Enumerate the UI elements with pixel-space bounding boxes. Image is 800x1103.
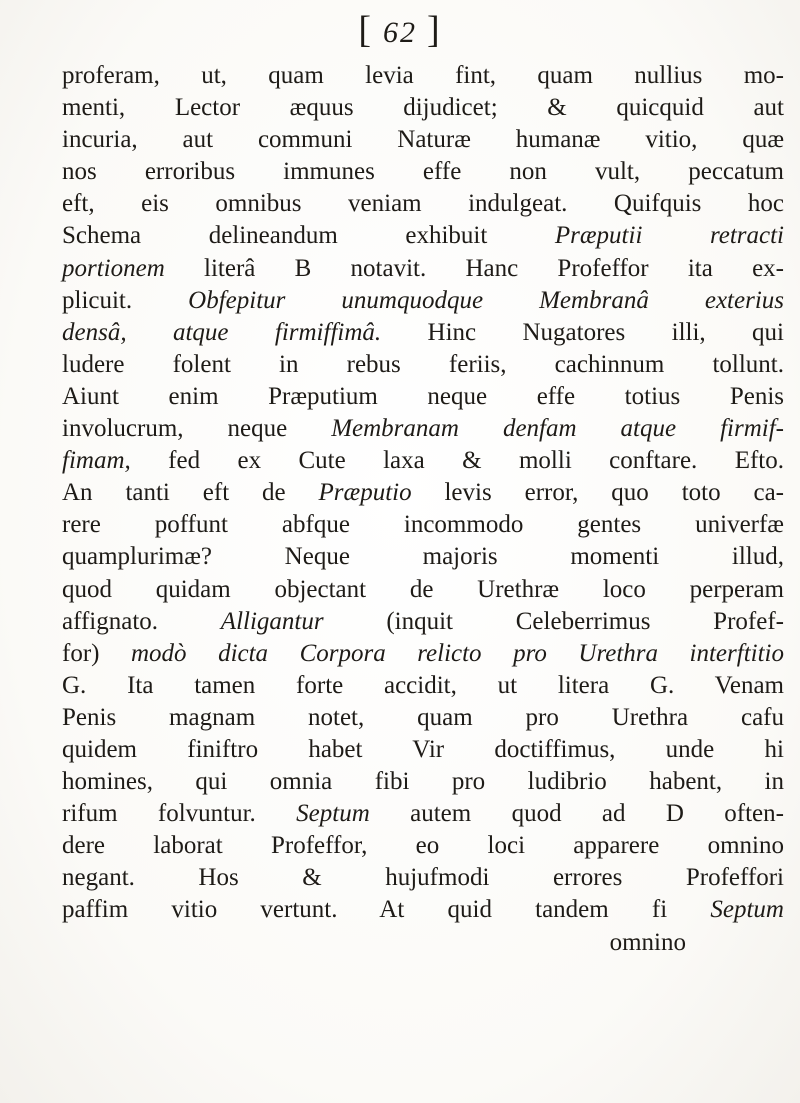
text-line xyxy=(62,381,784,413)
text-span: nos erroribus immunes effe non vult, peccatum xyxy=(62,158,784,186)
text-line xyxy=(62,92,784,124)
text-span: incuria, aut communi Naturæ humanæ vitio, quæ xyxy=(62,126,784,154)
text-line xyxy=(62,349,784,381)
text-span: quamplurimæ? Neque majoris momenti illud, xyxy=(62,543,784,571)
text-line xyxy=(62,670,784,702)
text-span: An tanti eft de xyxy=(62,479,319,507)
italic-text: Septum xyxy=(296,800,370,828)
text-span: homines, qui omnia fibi pro ludibrio habent, in xyxy=(62,768,784,796)
catchword: omnino xyxy=(609,928,686,956)
text-line xyxy=(62,509,784,541)
text-line xyxy=(62,60,784,92)
italic-text: portionem xyxy=(62,254,165,282)
page-number: 62 xyxy=(383,16,417,49)
text-line xyxy=(62,766,784,798)
text-line xyxy=(62,156,784,188)
text-span: fed ex Cute laxa & molli conftare. Efto. xyxy=(130,447,784,475)
bracket-close: ] xyxy=(427,9,442,51)
text-line xyxy=(62,638,784,670)
text-line xyxy=(62,606,784,638)
text-span: affignato. xyxy=(62,607,221,635)
italic-text: Septum xyxy=(710,896,784,924)
text-span: Penis magnam notet, quam pro Urethra cafu xyxy=(62,703,784,731)
text-span: involucrum, neque xyxy=(62,415,332,443)
italic-text: Præputii retracti xyxy=(554,222,785,250)
page-number-header xyxy=(0,6,800,57)
text-span: menti, Lector æquus dijudicet; & quicquid aut xyxy=(62,94,784,122)
text-span: autem quod ad D often- xyxy=(369,800,784,828)
text-line xyxy=(62,285,784,317)
text-line xyxy=(62,541,784,573)
text-span: Hinc Nugatores illi, qui xyxy=(381,318,784,346)
italic-text: Obfepitur unumquodque Membranâ exterius xyxy=(188,286,784,314)
text-span: Schema delineandum exhibuit xyxy=(62,222,555,250)
text-span: levis error, quo toto ca- xyxy=(411,479,784,507)
text-span: proferam, ut, quam levia fint, quam nullius mo- xyxy=(62,62,784,89)
text-span: rifum folvuntur. xyxy=(62,800,297,828)
text-line xyxy=(62,477,784,509)
italic-text: densâ, atque firmiffimâ. xyxy=(62,318,382,346)
text-span: negant. Hos & hujufmodi errores Profeffori xyxy=(62,864,784,892)
text-span: quidem finiftro habet Vir doctiffimus, unde hi xyxy=(62,735,784,763)
italic-text: Præputio xyxy=(318,479,412,507)
body-text xyxy=(62,60,784,959)
text-span: paffim vitio vertunt. At quid tandem fi xyxy=(62,896,711,924)
text-line xyxy=(62,220,784,252)
text-span: quod quidam objectant de Urethræ loco perperam xyxy=(62,575,784,603)
italic-text: Alligantur xyxy=(220,607,324,635)
bracket-open: [ xyxy=(358,9,373,51)
text-line xyxy=(62,253,784,285)
text-line xyxy=(62,124,784,156)
italic-text: fimam, xyxy=(62,447,131,475)
text-span: Aiunt enim Præputium neque effe totius Penis xyxy=(62,382,784,410)
text-line xyxy=(62,317,784,349)
text-span: ludere folent in rebus feriis, cachinnum tollunt. xyxy=(62,350,784,378)
text-line xyxy=(62,862,784,894)
text-line xyxy=(62,445,784,477)
text-line xyxy=(62,734,784,766)
text-line xyxy=(62,574,784,606)
text-span: literâ B notavit. Hanc Profeffor ita ex- xyxy=(164,254,784,282)
text-span: rere poffunt abfque incommodo gentes univerfæ xyxy=(62,511,784,539)
italic-text: Membranam denfam atque firmif- xyxy=(331,415,784,443)
text-span: eft, eis omnibus veniam indulgeat. Quifquis hoc xyxy=(62,190,784,218)
text-span: G. Ita tamen forte accidit, ut litera G. Venam xyxy=(62,671,784,699)
text-line xyxy=(62,188,784,220)
text-line xyxy=(62,413,784,445)
text-line xyxy=(62,830,784,862)
text-span: for) xyxy=(62,639,131,667)
text-line xyxy=(62,798,784,830)
text-line xyxy=(62,894,784,926)
text-span: dere laborat Profeffor, eo loci apparere omnino xyxy=(62,832,784,860)
text-span: (inquit Celeberrimus Profef- xyxy=(323,607,784,635)
italic-text: modò dicta Corpora relicto pro Urethra interftitio xyxy=(131,639,784,667)
text-span: plicuit. xyxy=(62,286,189,314)
text-line xyxy=(62,702,784,734)
